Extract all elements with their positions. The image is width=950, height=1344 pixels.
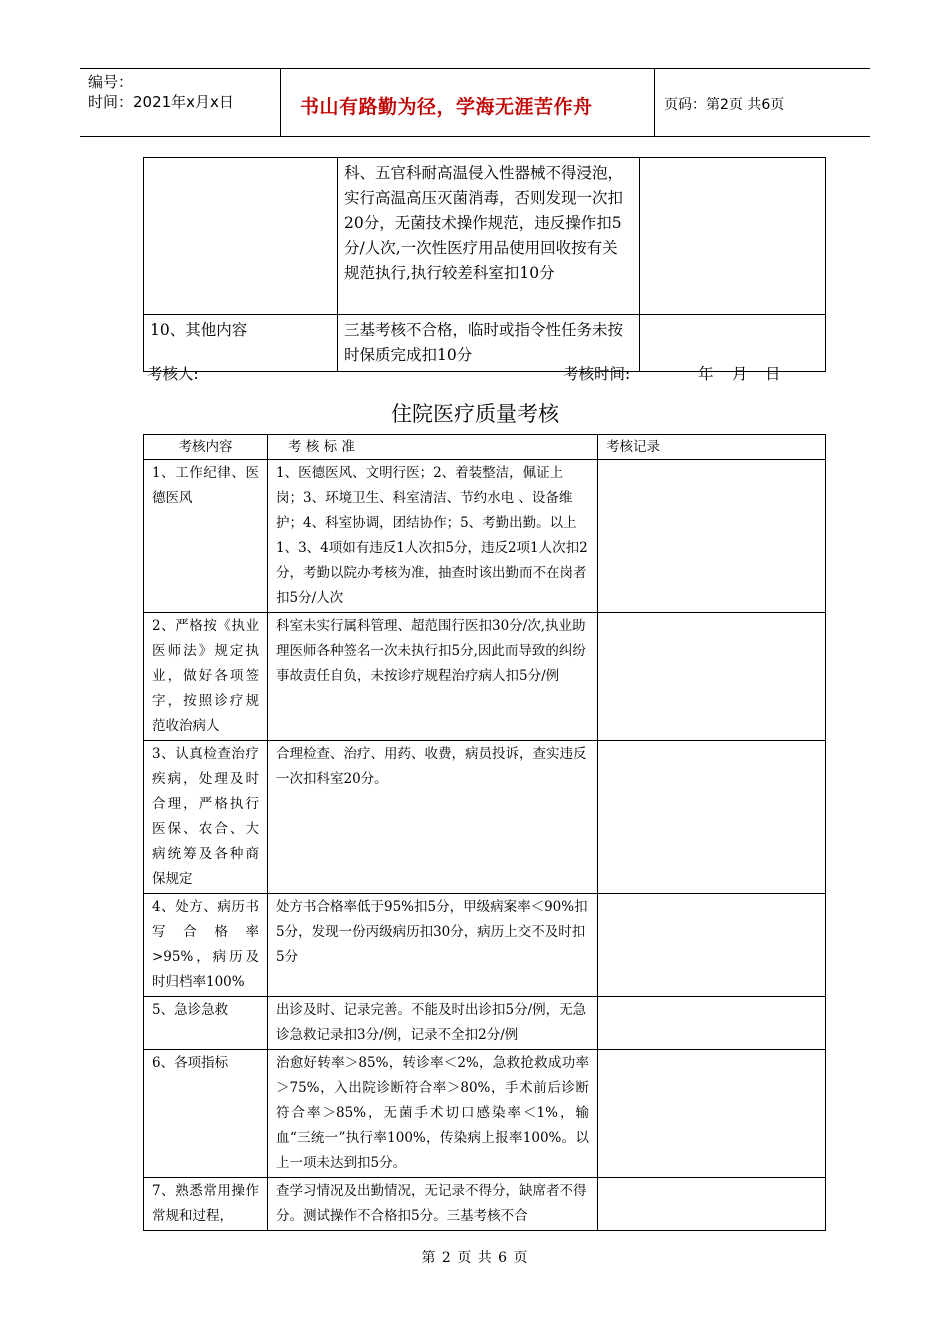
standard-cell: 科室未实行属科管理、超范围行医扣30分/次,执业助理医师各种签名一次未执行扣5分,因此而导致的纠纷事故责任自负，未按诊疗规程治疗病人扣5分/例 — [268, 613, 598, 741]
record-cell — [598, 997, 826, 1050]
header-page-info: 页码：第2页 共6页 — [664, 97, 785, 113]
record-cell — [598, 613, 826, 741]
record-cell — [640, 158, 826, 315]
record-cell — [598, 460, 826, 613]
assessor-label: 考核人: — [147, 365, 199, 383]
table-row — [144, 315, 826, 372]
table-row — [144, 1178, 826, 1231]
code-label: 编号： — [88, 73, 134, 91]
time-label: 时间：2021年x月x日 — [88, 93, 234, 111]
day-label: 日 — [765, 365, 781, 383]
table-row — [144, 1050, 826, 1178]
assessment-time-label: 考核时间: — [563, 365, 631, 383]
table-row — [144, 613, 826, 741]
continuation-table — [143, 157, 826, 372]
record-cell — [598, 741, 826, 894]
record-cell — [598, 1178, 826, 1231]
item-cell: 10、其他内容 — [144, 315, 338, 372]
item-cell: 4、处方、病历书写合格率>95%，病历及时归档率100% — [144, 894, 268, 997]
month-label: 月 — [732, 365, 748, 383]
table-header-row — [144, 435, 826, 460]
item-cell: 2、严格按《执业医师法》规定执业，做好各项签字，按照诊疗规范收治病人 — [144, 613, 268, 741]
header-divider — [654, 68, 655, 136]
header-bottom-rule — [80, 136, 870, 137]
year-label: 年 — [698, 365, 714, 383]
header-divider — [280, 68, 281, 136]
header-standard: 考 核 标 准 — [268, 435, 598, 460]
header-top-rule — [80, 68, 870, 69]
standard-cell: 三基考核不合格，临时或指令性任务未按时保质完成扣10分 — [338, 315, 640, 372]
standard-cell: 处方书合格率低于95%扣5分，甲级病案率＜90%扣5分，发现一份丙级病历扣30分，病历上交不及时扣5分 — [268, 894, 598, 997]
standard-cell: 治愈好转率＞85%，转诊率＜2%，急救抢救成功率＞75%，入出院诊断符合率＞80%，手术前后诊断符合率＞85%，无菌手术切口感染率＜1%，输血“三统一”执行率100%，传染病上报率100%。以上一项未达到扣5分。 — [268, 1050, 598, 1178]
table-row — [144, 997, 826, 1050]
standard-cell: 合理检查、治疗、用药、收费，病员投诉，查实违反一次扣科室20分。 — [268, 741, 598, 894]
table-row — [144, 741, 826, 894]
item-cell: 5、急诊急救 — [144, 997, 268, 1050]
standard-cell: 科、五官科耐高温侵入性器械不得浸泡，实行高温高压灭菌消毒，否则发现一次扣20分，无菌技术操作规范，违反操作扣5分/人次,一次性医疗用品使用回收按有关规范执行,执行较差科室扣10分 — [338, 158, 640, 315]
table-row — [144, 894, 826, 997]
item-cell — [144, 158, 338, 315]
record-cell — [598, 1050, 826, 1178]
table-row — [144, 158, 826, 315]
item-cell: 1、工作纪律、医德医风 — [144, 460, 268, 613]
header-record: 考核记录 — [598, 435, 826, 460]
item-cell: 3、认真检查治疗疾病，处理及时合理，严格执行医保、农合、大病统筹及各种商保规定 — [144, 741, 268, 894]
header-motto: 书山有路勤为径，学海无涯苦作舟 — [300, 96, 593, 118]
standard-cell: 1、医德医风、文明行医；2、着装整洁，佩证上岗；3、环境卫生、科室清洁、节约水电 、设备维护；4、科室协调，团结协作；5、考勤出勤。以上1、3、4项如有违反1人次扣5分，违反2项1人次扣2分，考勤以院办考核为准，抽查时该出勤而不在岗者扣5分/人次 — [268, 460, 598, 613]
item-cell: 6、各项指标 — [144, 1050, 268, 1178]
page-footer: 第 2 页 共 6 页 — [421, 1250, 529, 1266]
item-cell: 7、熟悉常用操作常规和过程， — [144, 1178, 268, 1231]
standard-cell: 查学习情况及出勤情况，无记录不得分，缺席者不得分。测试操作不合格扣5分。三基考核不合 — [268, 1178, 598, 1231]
section-title: 住院医疗质量考核 — [391, 402, 559, 426]
table-row — [144, 460, 826, 613]
standard-cell: 出诊及时、记录完善。不能及时出诊扣5分/例，无急诊急救记录扣3分/例，记录不全扣2分/例 — [268, 997, 598, 1050]
record-cell — [598, 894, 826, 997]
header-item: 考核内容 — [144, 435, 268, 460]
quality-assessment-table — [143, 434, 826, 1231]
header-meta — [88, 72, 234, 112]
